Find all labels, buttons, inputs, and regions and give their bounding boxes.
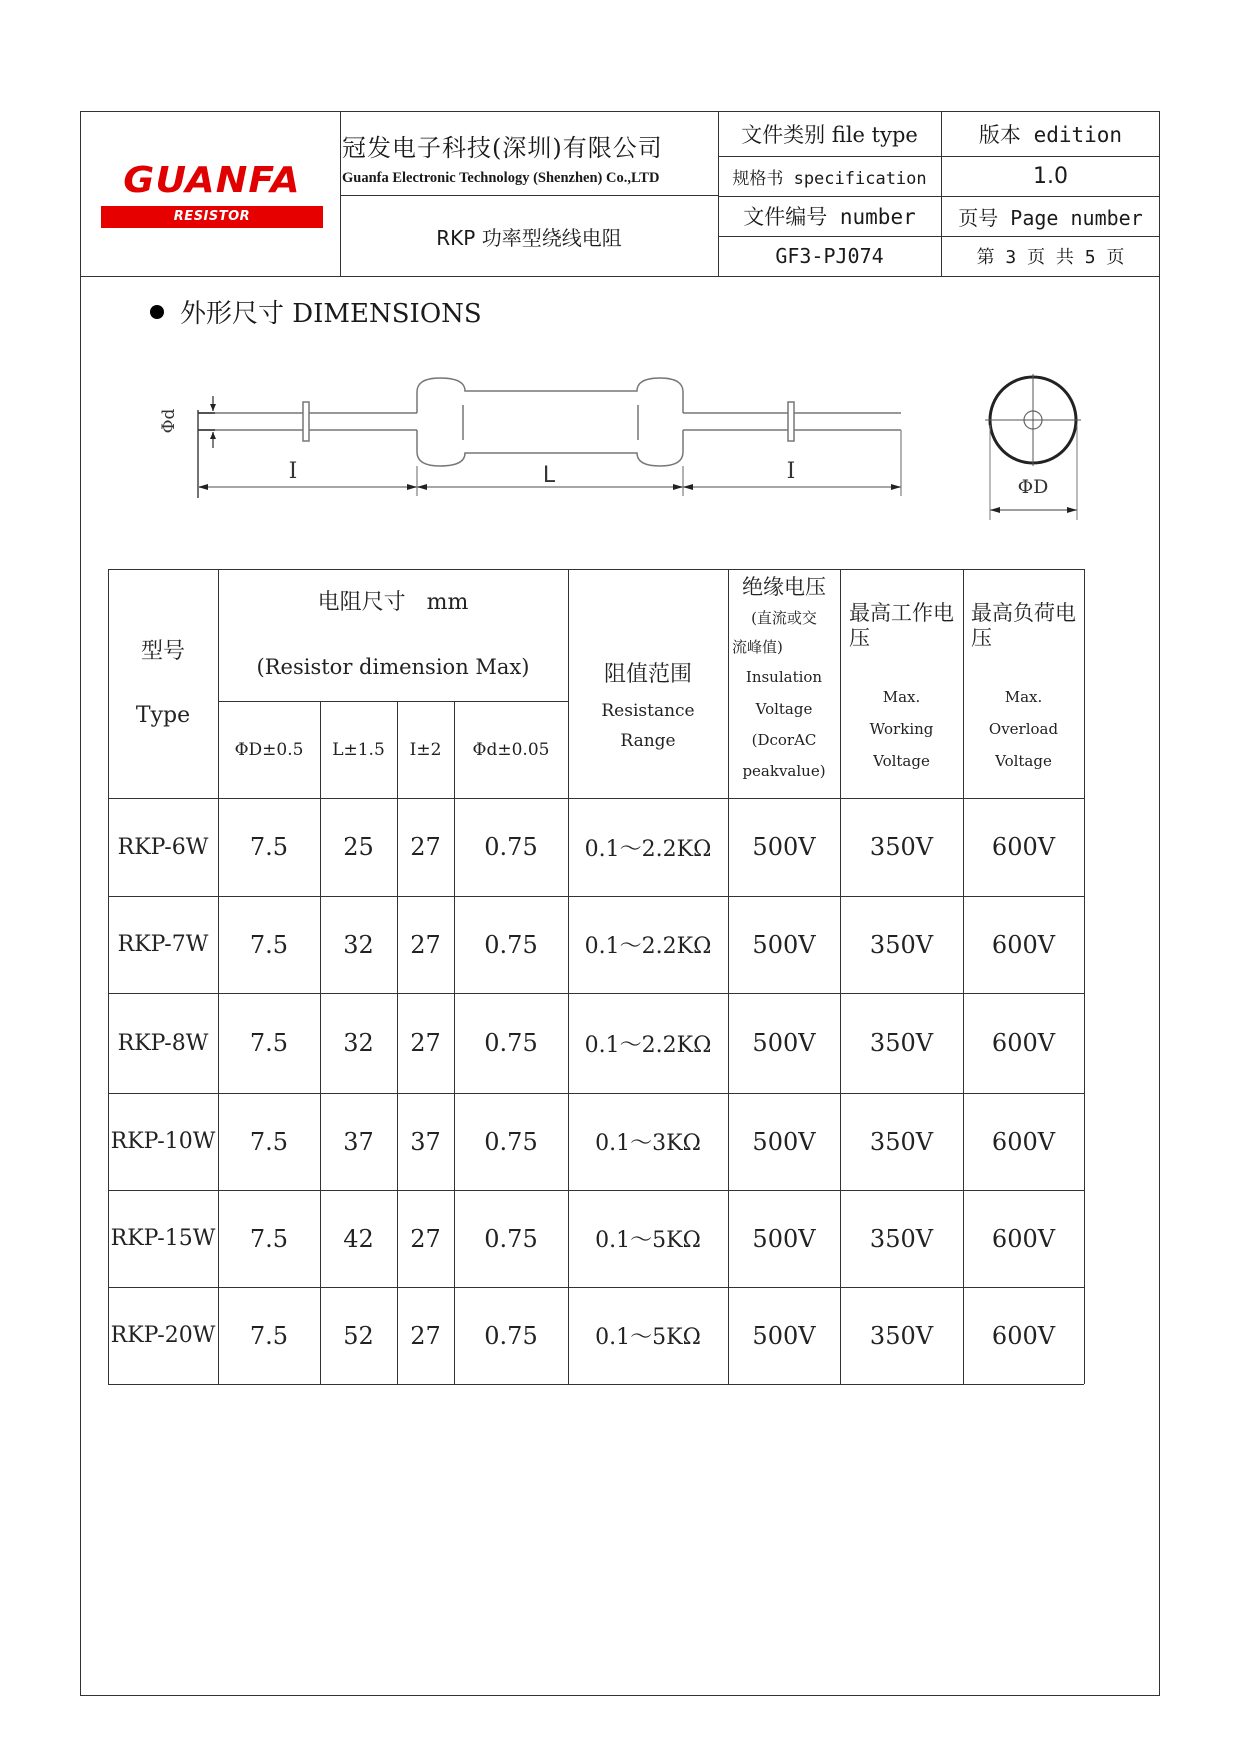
cell-I: 27 [410, 1029, 441, 1057]
header-dimension-en: (Resistor dimension Max) [256, 655, 530, 679]
cell-type: RKP-6W [117, 834, 209, 860]
header-sub-I: I±2 [409, 739, 442, 760]
cell-over: 600V [991, 1224, 1056, 1253]
arrow-icon [683, 484, 693, 490]
cell-D: 7.5 [249, 833, 289, 861]
cell-ins: 500V [752, 1321, 816, 1350]
header-overload-en-2: Overload [988, 720, 1059, 738]
header-resistance-cn: 阻值范围 [603, 662, 692, 687]
cell-range: 0.1～5KΩ [595, 1228, 701, 1253]
label-lead-dia: Φd [159, 408, 179, 434]
cell-type: RKP-10W [110, 1129, 216, 1154]
header-resistance-en-2: Range [620, 731, 676, 751]
header-overload-voltage [963, 569, 1084, 798]
cell-L: 32 [343, 1029, 374, 1057]
cell-D: 7.5 [249, 930, 289, 959]
cell-L: 42 [343, 1224, 374, 1253]
cell-d: 0.75 [484, 833, 538, 861]
header-resistance [568, 640, 728, 770]
label-lead-length-right: I [786, 459, 796, 484]
cell-over: 600V [991, 1321, 1056, 1350]
cell-ins: 500V [752, 1224, 816, 1253]
header-sub-L: L±1.5 [332, 739, 385, 760]
cell-work: 350V [869, 833, 934, 861]
header-working-en-3: Voltage [873, 752, 930, 770]
cell-over: 600V [991, 930, 1056, 959]
cell-range: 0.1～2.2KΩ [584, 934, 712, 959]
cell-I: 27 [410, 930, 441, 959]
header-working-voltage [840, 569, 963, 798]
company-name-en: Guanfa Electronic Technology (Shenzhen) Co.,LTD [342, 170, 660, 186]
cell-type: RKP-20W [110, 1323, 216, 1348]
header-working-en-2: Working [869, 720, 934, 738]
body-inner-marks [463, 405, 638, 440]
table-right-border [1084, 569, 1085, 1384]
cell-ins: 500V [752, 833, 816, 861]
file-type-value: 规格书 specification [732, 168, 927, 189]
cell-type: RKP-15W [110, 1226, 216, 1251]
cell-I: 37 [410, 1127, 441, 1156]
cell-d: 0.75 [484, 1321, 538, 1350]
header-working-cn: 最高工作电压 [849, 601, 954, 650]
cell-L: 52 [343, 1321, 374, 1350]
cell-work: 350V [869, 1321, 934, 1350]
label-lead-length-left: I [288, 459, 298, 484]
dimension-diagram [0, 0, 1240, 560]
right-lead-spacer [788, 402, 794, 441]
cell-ins: 500V [752, 1029, 816, 1057]
edition-value: 1.0 [1033, 163, 1068, 189]
arrow-icon [407, 484, 417, 490]
arrow-icon [198, 484, 208, 490]
cell-work: 350V [869, 1127, 934, 1156]
number-value: GF3-PJ074 [775, 244, 884, 268]
arrow-icon [990, 507, 1000, 513]
cell-D: 7.5 [249, 1127, 289, 1156]
edition-label: 版本 edition [978, 122, 1123, 147]
cell-I: 27 [410, 1321, 441, 1350]
cell-range: 0.1～3KΩ [595, 1131, 701, 1156]
section-heading-text: 外形尺寸 DIMENSIONS [180, 299, 482, 329]
page-value: 第 3 页 共 5 页 [976, 247, 1125, 268]
arrow-icon [891, 484, 901, 490]
cell-d: 0.75 [484, 1029, 538, 1057]
cell-over: 600V [991, 1029, 1056, 1057]
cell-D: 7.5 [249, 1224, 289, 1253]
header-overload-cn: 最高负荷电压 [971, 601, 1076, 650]
header-insulation-cn-1: 绝缘电压 [742, 575, 826, 599]
page-label: 页号 Page number [958, 205, 1143, 230]
header-type [108, 569, 218, 798]
cell-L: 32 [343, 930, 374, 959]
cell-work: 350V [869, 930, 934, 959]
cell-work: 350V [869, 1224, 934, 1253]
resistor-body [417, 378, 683, 466]
header-insulation-en-1: Insulation [745, 668, 823, 686]
file-type-label: 文件类别 file type [741, 122, 918, 147]
arrow-icon [673, 484, 683, 490]
cell-work: 350V [869, 1029, 934, 1057]
arrow-icon [210, 432, 216, 439]
product-name: RKP 功率型绕线电阻 [436, 225, 622, 250]
arrow-icon [210, 404, 216, 411]
cell-range: 0.1～5KΩ [595, 1325, 701, 1350]
header-sub-d: Φd±0.05 [472, 739, 550, 760]
header-working-en-1: Max. [882, 688, 921, 706]
cell-L: 25 [343, 833, 374, 861]
cell-ins: 500V [752, 930, 816, 959]
header-insulation-cn-2: (直流或交 [751, 609, 817, 627]
header-dimension-cn: 电阻尺寸 mm [317, 590, 469, 615]
cell-D: 7.5 [249, 1029, 289, 1057]
cell-d: 0.75 [484, 1224, 538, 1253]
header-insulation [728, 569, 840, 798]
header-insulation-cn-3: 流峰值) [732, 638, 783, 656]
header-insulation-en-2: Voltage [755, 700, 813, 718]
cell-d: 0.75 [484, 930, 538, 959]
header-insulation-en-3: (DcorAC [751, 731, 817, 749]
cell-type: RKP-7W [117, 932, 209, 957]
header-sub-D: ΦD±0.5 [234, 739, 304, 760]
header-resistance-en-1: Resistance [601, 701, 695, 721]
header-dimension [218, 569, 568, 701]
cell-type: RKP-8W [117, 1030, 209, 1056]
logo-brand: GUANFA [123, 160, 301, 201]
cell-over: 600V [991, 1127, 1056, 1156]
cell-I: 27 [410, 833, 441, 861]
cell-range: 0.1～2.2KΩ [584, 1032, 712, 1058]
cell-L: 37 [343, 1127, 374, 1156]
cell-ins: 500V [752, 1127, 816, 1156]
cell-D: 7.5 [249, 1321, 289, 1350]
cell-I: 27 [410, 1224, 441, 1253]
header-overload-en-3: Voltage [995, 752, 1052, 770]
left-lead-spacer [303, 402, 309, 441]
arrow-icon [417, 484, 427, 490]
cell-range: 0.1～2.2KΩ [584, 836, 712, 862]
header-type-cn: 型号 [140, 638, 185, 664]
label-body-dia: ΦD [1017, 476, 1049, 498]
label-body-length: L [542, 463, 556, 488]
cell-d: 0.75 [484, 1127, 538, 1156]
arrow-icon [1067, 507, 1077, 513]
company-name-cn: 冠发电子科技(深圳)有限公司 [342, 134, 663, 162]
table-bottom-border [108, 1384, 1084, 1385]
center-lines [985, 374, 1081, 466]
header-insulation-en-4: peakvalue) [742, 762, 826, 780]
logo-tagline: RESISTOR [173, 209, 251, 224]
number-label: 文件编号 number [743, 205, 916, 229]
cell-over: 600V [991, 833, 1056, 861]
header-overload-en-1: Max. [1004, 688, 1043, 706]
end-view [985, 374, 1081, 520]
header-type-en: Type [135, 702, 191, 728]
